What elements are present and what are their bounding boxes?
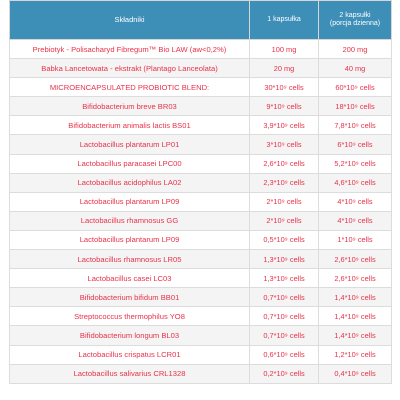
one-capsule-amount-cell: 2*10⁹ cells: [250, 211, 319, 230]
one-capsule-amount-cell: 0,7*10⁹ cells: [250, 288, 319, 307]
table-row: [10, 269, 392, 288]
table-row: [10, 211, 392, 230]
two-capsules-amount-cell: 6*10⁹ cells: [319, 135, 392, 154]
two-capsules-amount-cell: 60*10⁹ cells: [319, 78, 392, 97]
header-two-capsules-line1: 2 kapsułki: [339, 12, 371, 19]
ingredient-name-cell: Bifidobacterium animalis lactis BS01: [10, 116, 250, 135]
table-row: [10, 135, 392, 154]
two-capsules-amount-cell: 7,8*10⁹ cells: [319, 116, 392, 135]
two-capsules-amount-cell: 1,4*10⁹ cells: [319, 326, 392, 345]
one-capsule-amount-cell: 100 mg: [250, 40, 319, 59]
one-capsule-amount-cell: 1,3*10⁹ cells: [250, 269, 319, 288]
table-row: [10, 307, 392, 326]
header-ingredients: Składniki: [10, 1, 250, 40]
ingredient-name-cell: MICROENCAPSULATED PROBIOTIC BLEND:: [10, 78, 250, 97]
ingredient-name-cell: Lactobacillus plantarum LP09: [10, 230, 250, 249]
one-capsule-amount-cell: 2*10⁹ cells: [250, 192, 319, 211]
ingredient-name-cell: Lactobacillus casei LC03: [10, 269, 250, 288]
ingredient-name-cell: Lactobacillus crispatus LCR01: [10, 345, 250, 364]
two-capsules-amount-cell: 4*10⁹ cells: [319, 192, 392, 211]
ingredients-table: [9, 0, 392, 384]
ingredient-name-cell: Streptococcus thermophilus YO8: [10, 307, 250, 326]
one-capsule-amount-cell: 0,2*10⁹ cells: [250, 364, 319, 383]
header-row: [10, 1, 392, 40]
ingredients-table-container: [9, 0, 391, 384]
one-capsule-amount-cell: 3*10⁹ cells: [250, 135, 319, 154]
one-capsule-amount-cell: 30*10⁹ cells: [250, 78, 319, 97]
one-capsule-amount-cell: 20 mg: [250, 59, 319, 78]
one-capsule-amount-cell: 0,7*10⁹ cells: [250, 307, 319, 326]
ingredient-name-cell: Lactobacillus plantarum LP09: [10, 192, 250, 211]
ingredient-name-cell: Lactobacillus paracasei LPC00: [10, 154, 250, 173]
table-row: [10, 154, 392, 173]
table-row: [10, 345, 392, 364]
header-two-capsules-line2: (porcja dzienna): [329, 20, 381, 27]
header-two-capsules: [319, 1, 392, 40]
two-capsules-amount-cell: 18*10⁹ cells: [319, 97, 392, 116]
header-one-capsule: 1 kapsułka: [250, 1, 319, 40]
table-body: [10, 40, 392, 384]
table-row: [10, 59, 392, 78]
one-capsule-amount-cell: 0,5*10⁹ cells: [250, 230, 319, 249]
two-capsules-amount-cell: 200 mg: [319, 40, 392, 59]
ingredient-name-cell: Lactobacillus rhamnosus LR05: [10, 250, 250, 269]
ingredient-name-cell: Lactobacillus acidophilus LA02: [10, 173, 250, 192]
two-capsules-amount-cell: 1,4*10⁹ cells: [319, 307, 392, 326]
table-row: [10, 230, 392, 249]
one-capsule-amount-cell: 9*10⁹ cells: [250, 97, 319, 116]
ingredient-name-cell: Babka Lancetowata - ekstrakt (Plantago Lanceolata): [10, 59, 250, 78]
table-row: [10, 116, 392, 135]
two-capsules-amount-cell: 1,4*10⁹ cells: [319, 288, 392, 307]
one-capsule-amount-cell: 2,3*10⁹ cells: [250, 173, 319, 192]
two-capsules-amount-cell: 4,6*10⁹ cells: [319, 173, 392, 192]
one-capsule-amount-cell: 0,6*10⁹ cells: [250, 345, 319, 364]
two-capsules-amount-cell: 4*10⁹ cells: [319, 211, 392, 230]
table-row: [10, 192, 392, 211]
two-capsules-amount-cell: 1*10⁹ cells: [319, 230, 392, 249]
ingredient-name-cell: Bifidobacterium bifidum BB01: [10, 288, 250, 307]
table-row: [10, 78, 392, 97]
ingredient-name-cell: Bifidobacterium breve BR03: [10, 97, 250, 116]
one-capsule-amount-cell: 2,6*10⁹ cells: [250, 154, 319, 173]
table-row: [10, 173, 392, 192]
one-capsule-amount-cell: 3,9*10⁹ cells: [250, 116, 319, 135]
two-capsules-amount-cell: 1,2*10⁹ cells: [319, 345, 392, 364]
two-capsules-amount-cell: 2,6*10⁹ cells: [319, 269, 392, 288]
ingredient-name-cell: Prebiotyk - Polisacharyd Fibregum™ Bio LAW (aw<0,2%): [10, 40, 250, 59]
two-capsules-amount-cell: 0,4*10⁹ cells: [319, 364, 392, 383]
ingredient-name-cell: Lactobacillus rhamnosus GG: [10, 211, 250, 230]
ingredient-name-cell: Bifidobacterium longum BL03: [10, 326, 250, 345]
two-capsules-amount-cell: 40 mg: [319, 59, 392, 78]
table-row: [10, 364, 392, 383]
two-capsules-amount-cell: 5,2*10⁹ cells: [319, 154, 392, 173]
table-row: [10, 326, 392, 345]
ingredient-name-cell: Lactobacillus plantarum LP01: [10, 135, 250, 154]
two-capsules-amount-cell: 2,6*10⁹ cells: [319, 250, 392, 269]
one-capsule-amount-cell: 0,7*10⁹ cells: [250, 326, 319, 345]
table-header: [10, 1, 392, 40]
table-row: [10, 288, 392, 307]
table-row: [10, 97, 392, 116]
ingredient-name-cell: Lactobacillus salivarius CRL1328: [10, 364, 250, 383]
table-row: [10, 250, 392, 269]
one-capsule-amount-cell: 1,3*10⁹ cells: [250, 250, 319, 269]
table-row: [10, 40, 392, 59]
